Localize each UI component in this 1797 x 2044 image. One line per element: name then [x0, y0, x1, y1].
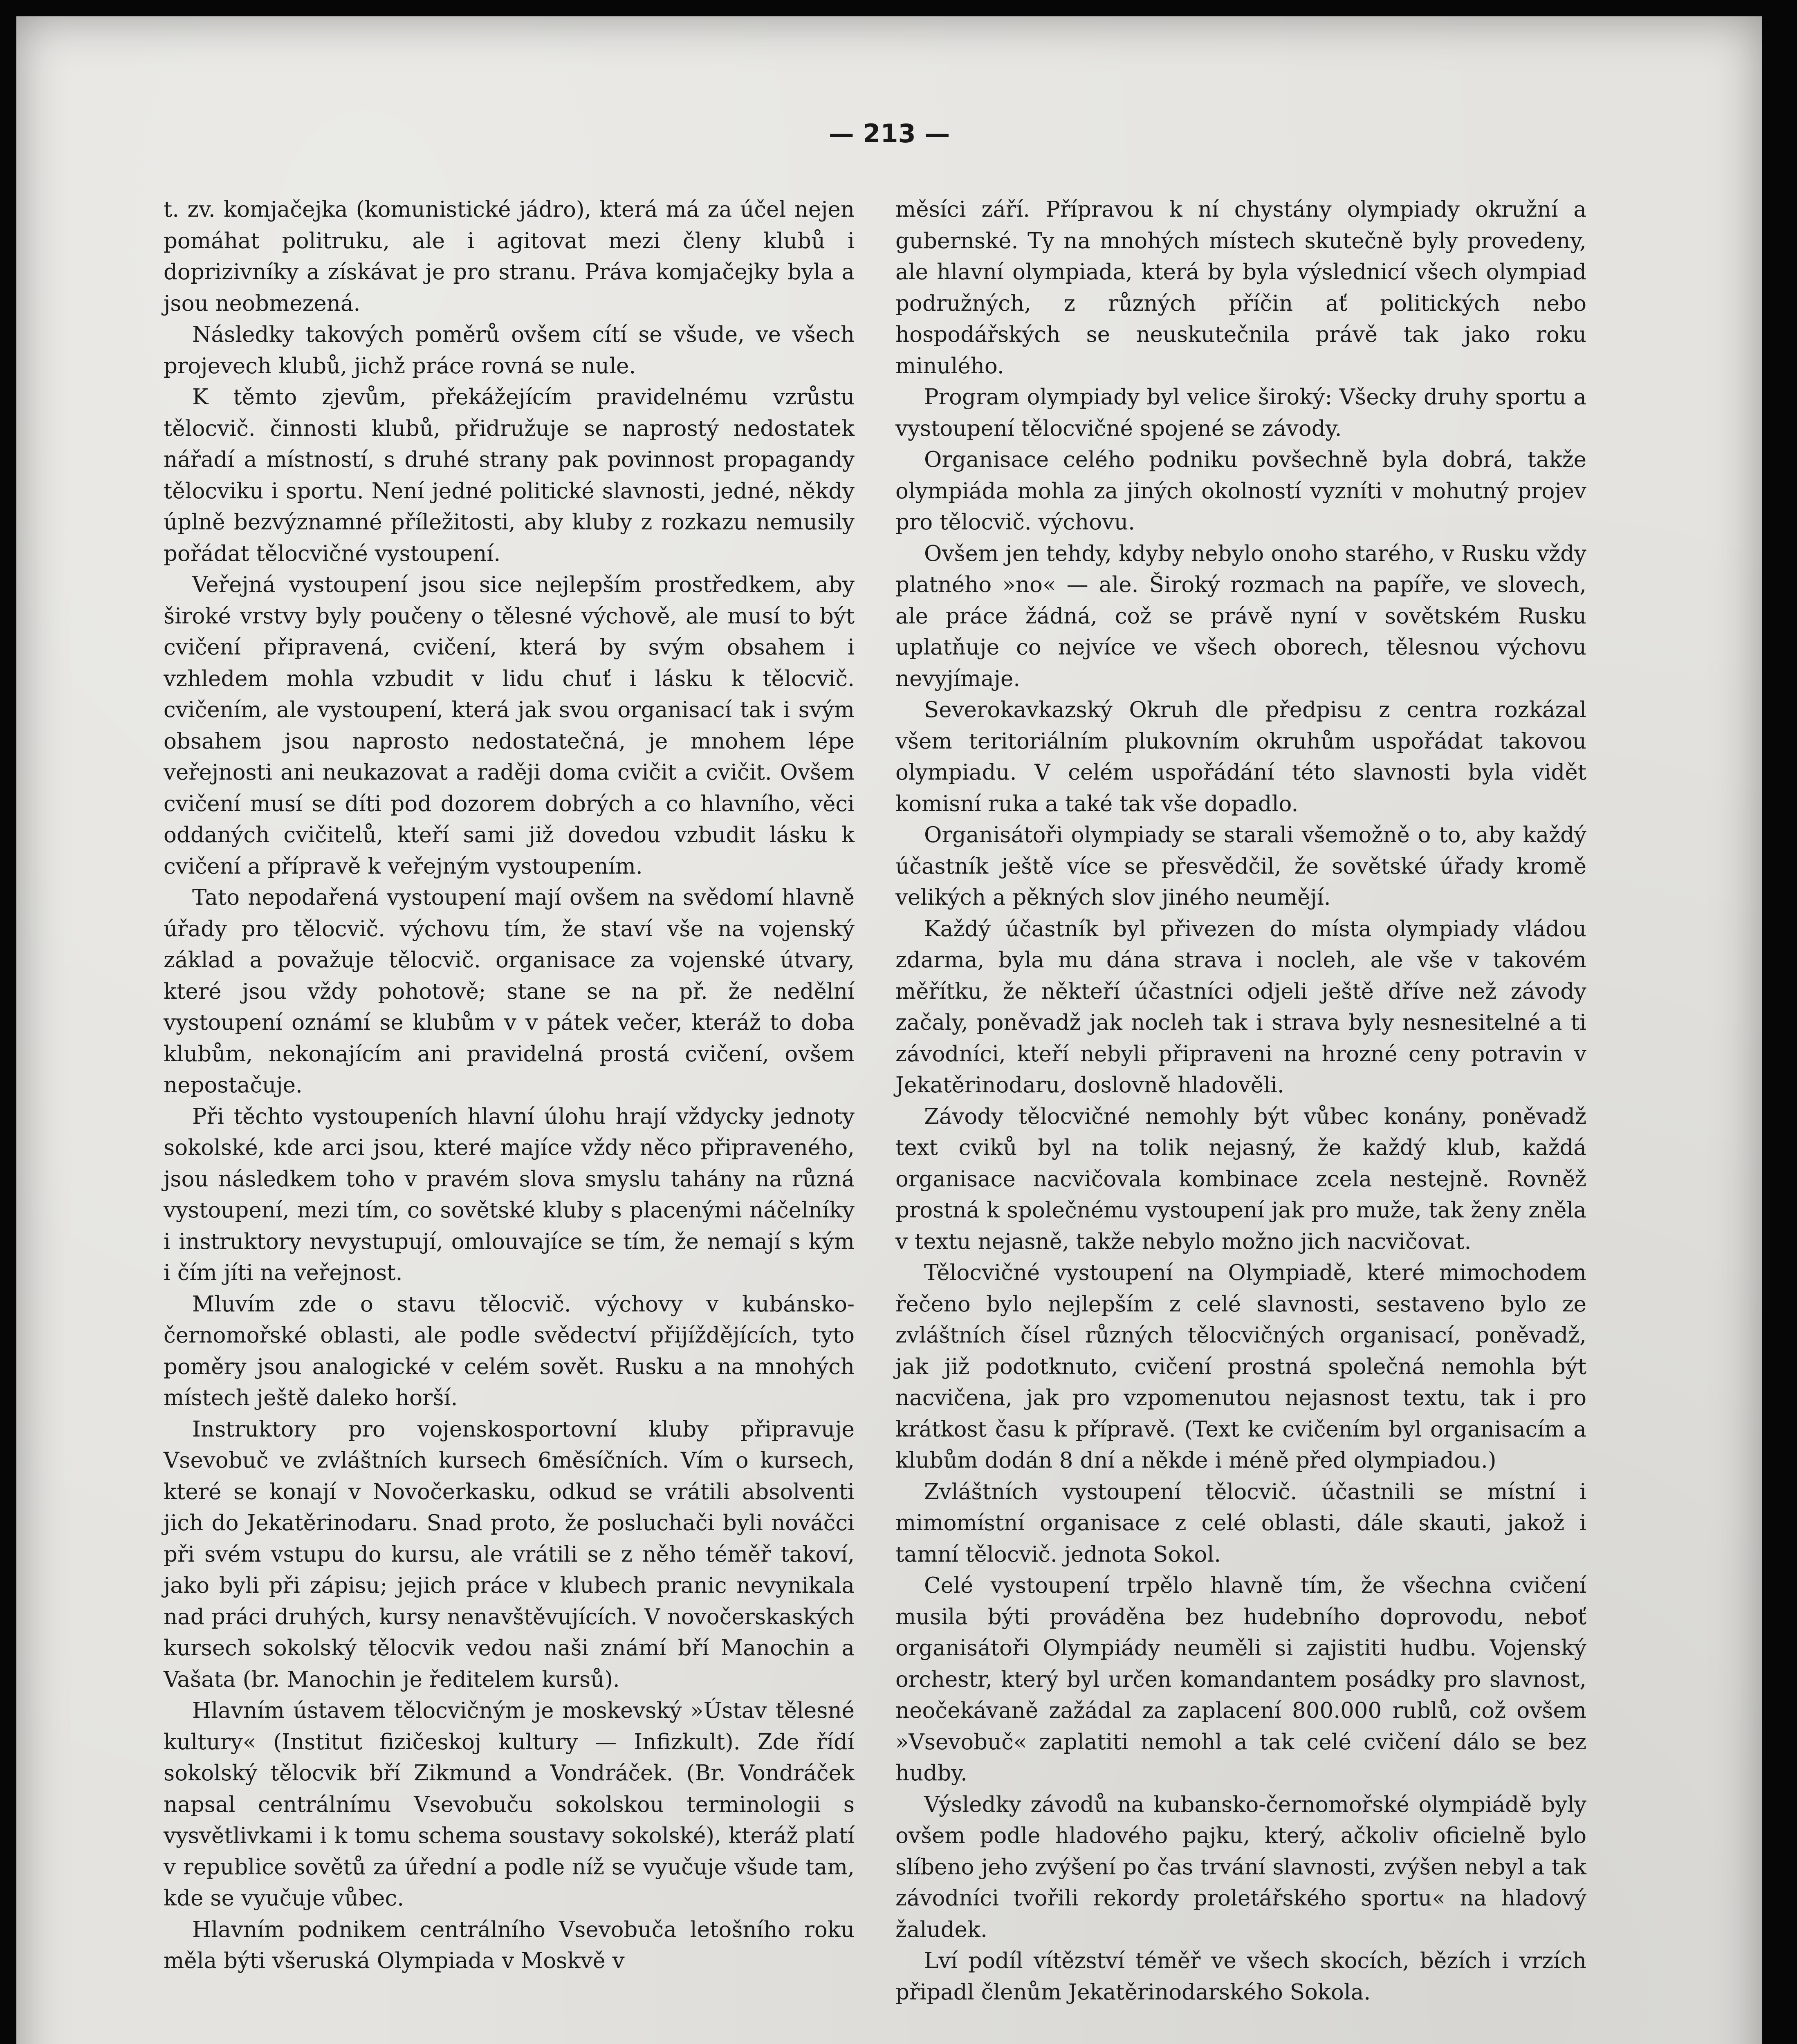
paragraph: Severokavkazský Okruh dle předpisu z centra rozkázal všem teritoriálním plukovním okruhům uspořádat takovou olympiadu. V celém uspořádání této slavnosti byla vidět komisní ruka a také tak vše dopadlo. [895, 697, 1586, 816]
right-column [895, 194, 1586, 2008]
paragraph: Tato nepodařená vystoupení mají ovšem na svědomí hlavně úřady pro tělocvič. výchovu tím, že staví vše na vojenský základ a považuje tělocvič. organisace za vojenské útvary, které jsou vždy pohotově; stane se na př. že nedělní vystoupení oznámí se klubům v v pátek večer, kteráž to doba klubům, nekonajícím ani pravidelná prostá cvičení, ovšem nepostačuje. [164, 885, 855, 1098]
paragraph: měsíci září. Přípravou k ní chystány olympiady okružní a gubernské. Ty na mnohých místech skutečně byly provedeny, ale hlavní olympiada, která by byla výslednicí všech olympiad podružných, z různých příčin ať politických nebo hospodářských se neuskutečnila právě tak jako roku minulého. [895, 197, 1586, 379]
paragraph: Veřejná vystoupení jsou sice nejlepším prostředkem, aby široké vrstvy byly poučeny o tělesné výchově, ale musí to být cvičení připravená, cvičení, která by svým obsahem i vzhledem mohla vzbudit v lidu chuť i lásku k tělocvič. cvičením, ale vystoupení, která jak svou organisací tak i svým obsahem jsou naprosto nedostatečná, je mnohem lépe veřejnosti ani neukazovat a raději doma cvičit a cvičit. Ovšem cvičení musí se díti pod dozorem dobrých a co hlavního, věci oddaných cvičitelů, kteří sami již dovedou vzbudit lásku k cvičení a přípravě k veřejným vystoupením. [164, 572, 855, 879]
page-number: — 213 — [828, 119, 950, 148]
paragraph: Následky takových poměrů ovšem cítí se všude, ve všech projevech klubů, jichž práce rovná se nule. [164, 322, 855, 379]
paragraph: Tělocvičné vystoupení na Olympiadě, které mimochodem řečeno bylo nejlepším z celé slavnosti, sestaveno bylo ze zvláštních čísel různých tělocvičných organisací, poněvadž, jak již podotknuto, cvičení prostná společná nemohla být nacvičena, jak pro vzpomenutou nejasnost textu, tak i pro krátkost času k přípravě. (Text ke cvičením byl organisacím a klubům dodán 8 dní a někde i méně před olympiadou.) [895, 1260, 1586, 1473]
paragraph: Hlavním podnikem centrálního Vsevobuča letošního roku měla býti všeruská Olympiada v Moskvě v [164, 1917, 855, 1973]
paragraph: Každý účastník byl přivezen do místa olympiady vládou zdarma, byla mu dána strava i nocleh, ale vše v takovém měřítku, že někteří účastníci odjeli ještě dříve než závody začaly, poněvadž jak nocleh tak i strava byly nesnesitelné a ti závodníci, kteří nebyli připraveni na hrozné ceny potravin v Jekatěrinodaru, doslovně hladověli. [895, 916, 1586, 1098]
paragraph: Při těchto vystoupeních hlavní úlohu hrají vždycky jednoty sokolské, kde arci jsou, které majíce vždy něco připraveného, jsou následkem toho v pravém slova smyslu tahány na různá vystoupení, mezi tím, co sovětské kluby s placenými náčelníky i instruktory nevystupují, omlouvajíce se tím, že nemají s kým i čím jíti na veřejnost. [164, 1104, 855, 1285]
paragraph: Závody tělocvičné nemohly být vůbec konány, poněvadž text cviků byl na tolik nejasný, že každý klub, každá organisace nacvičovala kombinace zcela nestejně. Rovněž prostná k společnému vystoupení jak pro muže, tak ženy zněla v textu nejasně, takže nebylo možno jich nacvičovat. [895, 1104, 1586, 1254]
paragraph: K těmto zjevům, překážejícím pravidelnému vzrůstu tělocvič. činnosti klubů, přidružuje se naprostý nedostatek nářadí a místností, s druhé strany pak povinnost propagandy tělocviku i sportu. Není jedné politické slavnosti, jedné, někdy úplně bezvýznamné příležitosti, aby kluby z rozkazu nemusily pořádat tělocvičné vystoupení. [164, 385, 855, 566]
paragraph: Mluvím zde o stavu tělocvič. výchovy v kubánsko-černomořské oblasti, ale podle svědectví přijíždějících, tyto poměry jsou analogické v celém sovět. Rusku a na mnohých místech ještě daleko horší. [164, 1291, 855, 1410]
paragraph: t. zv. komjačejka (komunistické jádro), která má za účel nejen pomáhat politruku, ale i agitovat mezi členy klubů i doprizivníky a získávat je pro stranu. Práva komjačejky byla a jsou neobmezená. [164, 197, 855, 316]
paragraph: Ovšem jen tehdy, kdyby nebylo onoho starého, v Rusku vždy platného »no« — ale. Široký rozmach na papíře, ve slovech, ale práce žádná, což se právě nyní v sovětském Rusku uplatňuje co nejvíce ve všech oborech, tělesnou výchovu nevyjímaje. [895, 541, 1586, 691]
paragraph: Výsledky závodů na kubansko-černomořské olympiádě byly ovšem podle hladového pajku, který, ačkoliv oficielně bylo slíbeno jeho zvýšení po čas trvání slavnosti, zvýšen nebyl a tak závodníci tvořili rekordy proletářského sportu« na hladový žaludek. [895, 1792, 1586, 1942]
paragraph: Lví podíl vítězství téměř ve všech skocích, bězích i vrzích připadl členům Jekatěrinodarského Sokola. [895, 1948, 1586, 2005]
paragraph: Organisace celého podniku povšechně byla dobrá, takže olympiáda mohla za jiných okolností vyzníti v mohutný projev pro tělocvič. výchovu. [895, 447, 1586, 535]
paragraph: Celé vystoupení trpělo hlavně tím, že všechna cvičení musila býti prováděna bez hudebního doprovodu, neboť organisátoři Olympiády neuměli si zajistiti hudbu. Vojenský orchestr, který byl určen komandantem posádky pro slavnost, neočekávaně zažádal za zaplacení 800.000 rublů, což ovšem »Vsevobuč« zaplatiti nemohl a tak celé cvičení dálo se bez hudby. [895, 1573, 1586, 1786]
page-sheet [16, 16, 1762, 2044]
paragraph: Instruktory pro vojenskosportovní kluby připravuje Vsevobuč ve zvláštních kursech 6měsíčních. Vím o kursech, které se konají v Novočerkasku, odkud se vrátili absolventi jich do Jekatěrinodaru. Snad proto, že posluchači byli nováčci při svém vstupu do kursu, ale vrátili se z něho téměř takoví, jako byli při zápisu; jejich práce v klubech pranic nevynikala nad práci druhých, kursy nenavštěvujících. V novočerskaských kursech sokolský tělocvik vedou naši známí bří Manochin a Vašata (br. Manochin je ředitelem kursů). [164, 1416, 855, 1692]
paragraph: Organisátoři olympiady se starali všemožně o to, aby každý účastník ještě více se přesvědčil, že sovětské úřady kromě velikých a pěkných slov jiného neumějí. [895, 823, 1586, 910]
left-column [164, 194, 855, 1977]
paragraph: Zvláštních vystoupení tělocvič. účastnili se místní i mimomístní organisace z celé oblasti, dále skauti, jakož i tamní tělocvič. jednota Sokol. [895, 1479, 1586, 1567]
paragraph: Hlavním ústavem tělocvičným je moskevský »Ústav tělesné kultury« (Institut fizičeskoj kultury — Infizkult). Zde řídí sokolský tělocvik bří Zikmund a Vondráček. (Br. Vondráček napsal centrálnímu Vsevobuču sokolskou terminologii s vysvětlivkami i k tomu schema soustavy sokolské), kteráž platí v republice sovětů za úřední a podle níž se vyučuje všude tam, kde se vyučuje vůbec. [164, 1698, 855, 1911]
paragraph: Program olympiady byl velice široký: Všecky druhy sportu a vystoupení tělocvičné spojené se závody. [895, 385, 1586, 441]
